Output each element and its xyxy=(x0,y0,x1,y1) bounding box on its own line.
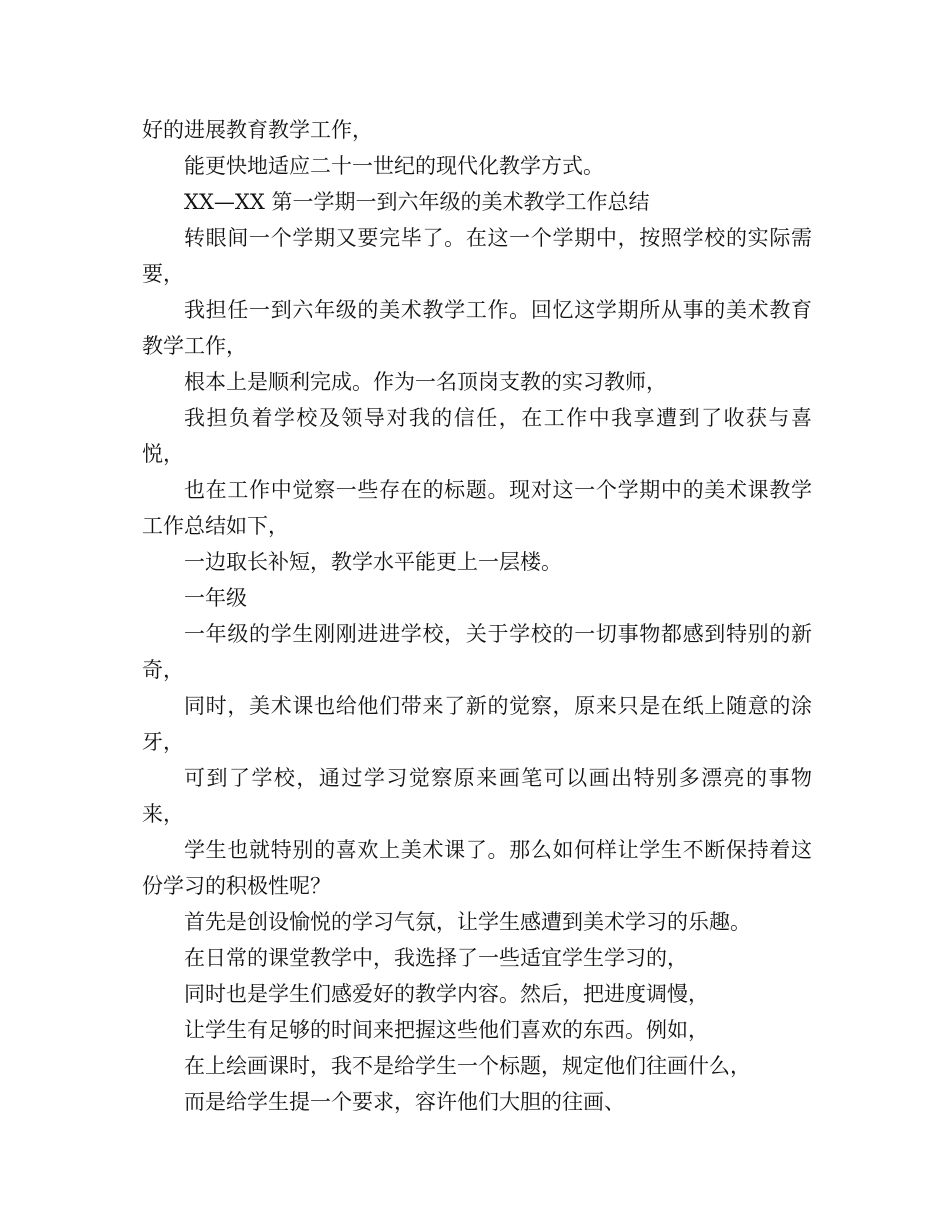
section-heading: 一年级 xyxy=(184,586,247,610)
paragraph: 而是给学生提一个要求，容许他们大胆的往画、 xyxy=(184,1090,625,1114)
paragraph: 一年级的学生刚刚进进学校，关于学校的一切事物都感到特别的新奇， xyxy=(142,622,812,682)
paragraph: 转眼间一个学期又要完毕了。在这一个学期中，按照学校的实际需要， xyxy=(142,226,812,286)
paragraph: 在日常的课堂教学中，我选择了一些适宜学生学习的， xyxy=(184,946,688,970)
paragraph: 同时也是学生们感爱好的教学内容。然后，把进度调慢， xyxy=(184,982,709,1006)
paragraph: 一边取长补短，教学水平能更上一层楼。 xyxy=(184,550,562,574)
paragraph: 我担负着学校及领导对我的信任，在工作中我享遭到了收获与喜悦， xyxy=(142,406,812,466)
paragraph: 我担任一到六年级的美术教学工作。回忆这学期所从事的美术教育教学工作， xyxy=(142,298,812,358)
paragraph: 学生也就特别的喜欢上美术课了。那么如何样让学生不断保持着这份学习的积极性呢？ xyxy=(142,838,812,898)
paragraph: 好的进展教育教学工作， xyxy=(142,118,373,142)
paragraph: 同时，美术课也给他们带来了新的觉察，原来只是在纸上随意的涂牙， xyxy=(142,694,812,754)
paragraph: 首先是创设愉悦的学习气氛，让学生感遭到美术学习的乐趣。 xyxy=(184,910,751,934)
paragraph: 让学生有足够的时间来把握这些他们喜欢的东西。例如， xyxy=(184,1018,709,1042)
section-heading: XX—XX 第一学期一到六年级的美术教学工作总结 xyxy=(184,190,650,214)
paragraph: 在上绘画课时，我不是给学生一个标题，规定他们往画什么， xyxy=(184,1054,751,1078)
paragraph: 也在工作中觉察一些存在的标题。现对这一个学期中的美术课教学工作总结如下， xyxy=(142,478,812,538)
paragraph: 能更快地适应二十一世纪的现代化教学方式。 xyxy=(184,154,604,178)
paragraph: 根本上是顺利完成。作为一名顶岗支教的实习教师， xyxy=(184,370,667,394)
document-body xyxy=(142,112,812,1120)
paragraph: 可到了学校，通过学习觉察原来画笔可以画出特别多漂亮的事物来， xyxy=(142,766,812,826)
